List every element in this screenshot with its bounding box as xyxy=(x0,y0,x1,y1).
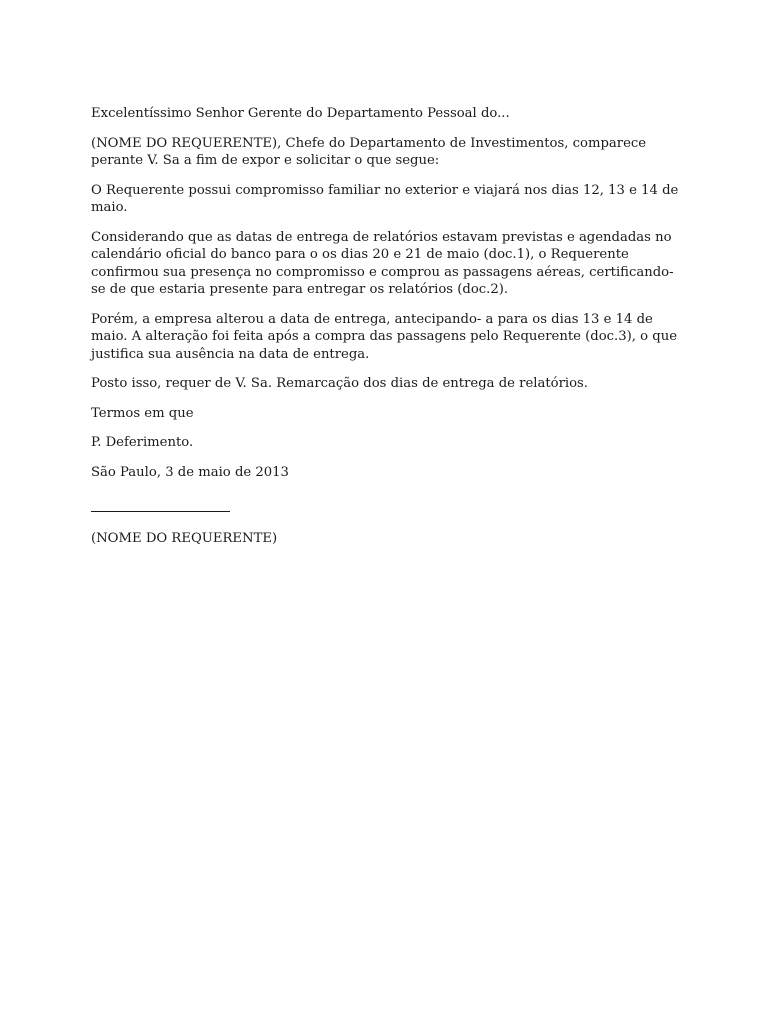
place-date: São Paulo, 3 de maio de 2013 xyxy=(91,464,289,480)
paragraph-intro: (NOME DO REQUERENTE), Chefe do Departamento de Investimentos, comparece perante V. Sa a fim de expor e solicitar o que segue: xyxy=(91,135,647,168)
paragraph-change: Porém, a empresa alterou a data de entrega, antecipando- a para os dias 13 e 14 de maio. A alteração foi feita após a compra das passagens pelo Requerente (doc.3), o que justifica sua ausência na data de entrega. xyxy=(91,311,678,362)
signature-line xyxy=(91,511,230,512)
signature-name: (NOME DO REQUERENTE) xyxy=(91,531,278,546)
closing-terms: Termos em que xyxy=(91,405,194,421)
paragraph-commitment: O Requerente possui compromisso familiar no exterior e viajará nos dias 12, 13 e 14 de maio. xyxy=(91,182,679,215)
paragraph-request: Posto isso, requer de V. Sa. Remarcação dos dias de entrega de relatórios. xyxy=(91,376,588,391)
closing-deferment: P. Deferimento. xyxy=(91,435,194,450)
document-page xyxy=(91,105,681,560)
salutation: Excelentíssimo Senhor Gerente do Departamento Pessoal do... xyxy=(91,106,510,121)
paragraph-considering: Considerando que as datas de entrega de relatórios estavam previstas e agendadas no calendário oficial do banco para o os dias 20 e 21 de maio (doc.1), o Requerente confirmou sua presença no compromisso e comprou as passagens aéreas, certificando-se de que estaria presente para entregar os relatórios (doc.2). xyxy=(91,229,674,297)
